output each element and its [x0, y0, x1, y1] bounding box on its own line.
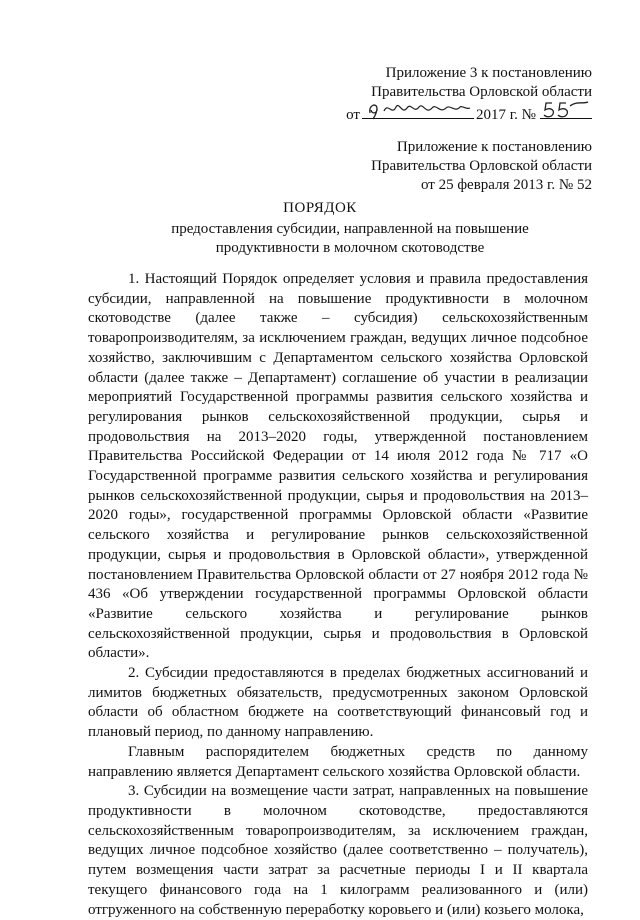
- handwritten-number-field: [540, 102, 592, 119]
- original-reference: [371, 138, 592, 195]
- handwritten-number-signature: [540, 98, 592, 120]
- handwritten-date-signature: [362, 98, 474, 120]
- appendix-line-1: Приложение 3 к постановлению: [385, 65, 592, 81]
- appendix-reference: [346, 64, 592, 125]
- document-subtitle: предоставления субсидии, направленной на повышение продуктивности в молочном скотоводстве: [171, 221, 529, 256]
- appendix-date-line: [346, 102, 592, 125]
- paragraph-4: 3. Субсидии на возмещение части затрат, направленных на повышение продуктивности в молочном скотоводстве, предоставляются сельскохозяйственным товаропроизводителям, за исключением граждан, ведущих личное подсобное хозяйство (далее соответственно – получатель), путем возмещения части затрат за расчетные периоды I и II квартала текущего финансового года на 1 килограмм реализованного и (или) отгруженного на собственную переработку коровьего и (или) козьего молока,: [88, 783, 588, 918]
- paragraph-3: Главным распорядителем бюджетных средств по данному направлению является Департамент сельского хозяйства Орловской области.: [88, 743, 588, 780]
- paragraph-2: 2. Субсидии предоставляются в пределах бюджетных ассигнований и лимитов бюджетных обязательств, предусмотренных законом Орловской области об областном бюджете на соответствующий финансовый год и плановый период, по данному направлению.: [88, 665, 588, 741]
- original-line-1: Приложение к постановлению: [396, 139, 592, 155]
- document-title: ПОРЯДОК: [283, 200, 357, 216]
- original-line-2: Правительства Орловской области: [371, 158, 592, 174]
- date-year-and-number-label: 2017 г. №: [475, 107, 536, 123]
- appendix-line-2: Правительства Орловской области: [371, 84, 592, 100]
- handwritten-date-field: [362, 102, 474, 119]
- date-prefix: от: [346, 107, 360, 123]
- original-line-3: от 25 февраля 2013 г. № 52: [420, 177, 592, 193]
- document-body: [88, 270, 588, 920]
- paragraph-1: 1. Настоящий Порядок определяет условия и правила предоставления субсидии, направленной на повышение продуктивности в молочном скотоводстве (далее также – субсидия) сельскохозяйственным товаропроизводителям, за исключением граждан, ведущих личное подсобное хозяйство, заключившим с Департаментом сельского хозяйства Орловской области (далее также – Департамент) соглашение об участии в реализации мероприятий Государственной программы развития сельского хозяйства и регулирования рынков сельскохозяйственной продукции, сырья и продовольствия на 2013–2020 годы, утвержденной постановлением Правительства Российской Федерации от 14 июля 2012 года № 717 «О Государственной программе развития сельского хозяйства и регулирования рынков сельскохозяйственной продукции, сырья и продовольствия на 2013–2020 годы», государственной программы Орловской области «Развитие сельского хозяйства и регулирование рынков сельскохозяйственной продукции, сырья и продовольствия в Орловской области», утвержденной постановлением Правительства Орловской области от 27 ноября 2012 года № 436 «Об утверждении государственной программы Орловской области «Развитие сельского хозяйства и регулирование рынков сельскохозяйственной продукции, сырья и продовольствия в Орловской области».: [88, 271, 588, 662]
